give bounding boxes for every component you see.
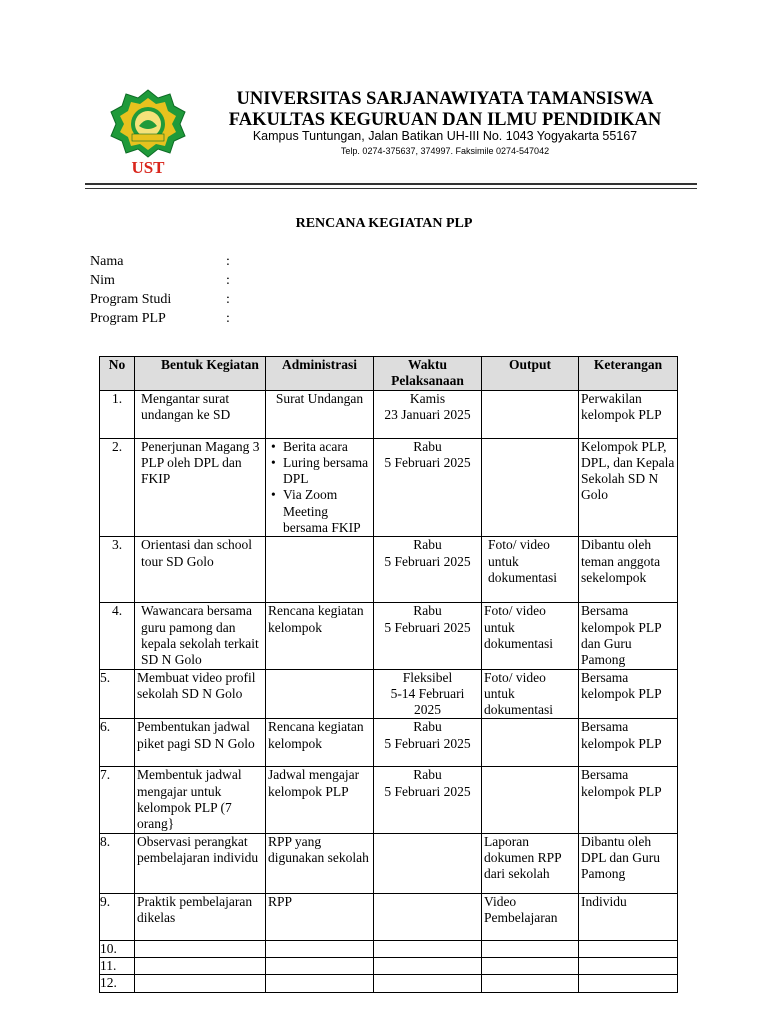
field-program-studi-label: Program Studi (90, 292, 172, 307)
row-no: 5. (100, 669, 135, 719)
ust-emblem-icon (108, 88, 188, 178)
row-keterangan: Perwakilan kelompok PLP (579, 390, 678, 438)
row-kegiatan (135, 940, 266, 957)
table-row (100, 975, 678, 992)
field-program-plp-value: : (226, 311, 230, 326)
row-kegiatan (135, 957, 266, 974)
svg-text:UST: UST (131, 158, 165, 177)
row-output: Foto/ video untuk dokumentasi (482, 537, 579, 603)
row-kegiatan: Mengantar surat undangan ke SD (135, 390, 266, 438)
row-kegiatan (135, 975, 266, 992)
campus-address: Kampus Tuntungan, Jalan Batikan UH-III No. 1043 Yogyakarta 55167 (252, 129, 638, 143)
row-waktu: Kamis 23 Januari 2025 (374, 390, 482, 438)
header-waktu-pelaksanaan: Waktu Pelaksanaan (374, 357, 482, 391)
row-waktu (374, 940, 482, 957)
row-waktu (374, 975, 482, 992)
row-keterangan: Dibantu oleh DPL dan Guru Pamong (579, 833, 678, 893)
table-row (100, 438, 678, 537)
row-administrasi (266, 940, 374, 957)
row-keterangan (579, 975, 678, 992)
row-waktu (374, 833, 482, 893)
header-divider-thick (85, 183, 697, 185)
field-nama-value: : (226, 254, 230, 269)
row-keterangan: Bersama kelompok PLP (579, 767, 678, 833)
row-administrasi: Rencana kegiatan kelompok (266, 719, 374, 767)
contact-phone: Telp. 0274-375637, 374997. Faksimile 0274-547042 (340, 146, 550, 156)
row-output (482, 390, 579, 438)
row-no: 7. (100, 767, 135, 833)
field-nim-label: Nim (90, 273, 115, 288)
row-administrasi (266, 537, 374, 603)
row-no: 11. (100, 957, 135, 974)
row-waktu (374, 957, 482, 974)
row-no: 10. (100, 940, 135, 957)
faculty-name: FAKULTAS KEGURUAN DAN ILMU PENDIDIKAN (228, 110, 662, 130)
row-output: Foto/ video untuk dokumentasi (482, 603, 579, 669)
row-administrasi: RPP (266, 893, 374, 940)
row-keterangan: Individu (579, 893, 678, 940)
row-no: 8. (100, 833, 135, 893)
row-administrasi (266, 669, 374, 719)
row-output (482, 767, 579, 833)
table-row (100, 603, 678, 669)
header-keterangan: Keterangan (579, 357, 678, 391)
row-no: 2. (100, 438, 135, 537)
row-keterangan: Kelompok PLP, DPL, dan Kepala Sekolah SD N Golo (579, 438, 678, 537)
row-output: Laporan dokumen RPP dari sekolah (482, 833, 579, 893)
row-no: 6. (100, 719, 135, 767)
header-output: Output (482, 357, 579, 391)
row-kegiatan: Orientasi dan school tour SD Golo (135, 537, 266, 603)
row-waktu: Rabu 5 Februari 2025 (374, 603, 482, 669)
activity-plan-table (99, 356, 678, 993)
table-row (100, 893, 678, 940)
row-output (482, 957, 579, 974)
row-output (482, 719, 579, 767)
row-kegiatan: Wawancara bersama guru pamong dan kepala sekolah terkait SD N Golo (135, 603, 266, 669)
row-waktu: Rabu 5 Februari 2025 (374, 719, 482, 767)
row-kegiatan: Praktik pembelajaran dikelas (135, 893, 266, 940)
field-program-studi-value: : (226, 292, 230, 307)
table-row (100, 940, 678, 957)
row-waktu: Rabu 5 Februari 2025 (374, 438, 482, 537)
row-keterangan: Dibantu oleh teman anggota sekelompok (579, 537, 678, 603)
field-nama-label: Nama (90, 254, 124, 269)
row-administrasi: Jadwal mengajar kelompok PLP (266, 767, 374, 833)
document-title: RENCANA KEGIATAN PLP (295, 216, 473, 231)
row-administrasi (266, 975, 374, 992)
table-row (100, 719, 678, 767)
row-no: 4. (100, 603, 135, 669)
row-kegiatan: Membentuk jadwal mengajar untuk kelompok PLP (7 orang} (135, 767, 266, 833)
row-waktu: Rabu 5 Februari 2025 (374, 537, 482, 603)
row-output (482, 975, 579, 992)
row-waktu (374, 893, 482, 940)
table-header-row (100, 357, 678, 391)
university-logo (108, 88, 188, 178)
row-administrasi: RPP yang digunakan sekolah (266, 833, 374, 893)
bullet-item: • Luring bersama DPL (283, 455, 371, 488)
table-row (100, 390, 678, 438)
row-keterangan: Bersama kelompok PLP dan Guru Pamong (579, 603, 678, 669)
row-output (482, 438, 579, 537)
row-waktu: Rabu 5 Februari 2025 (374, 767, 482, 833)
header-administrasi: Administrasi (266, 357, 374, 391)
row-kegiatan: Pembentukan jadwal piket pagi SD N Golo (135, 719, 266, 767)
row-no: 9. (100, 893, 135, 940)
row-administrasi: Surat Undangan (266, 390, 374, 438)
row-output: Video Pembelajaran (482, 893, 579, 940)
header-no: No (100, 357, 135, 391)
row-kegiatan: Membuat video profil sekolah SD N Golo (135, 669, 266, 719)
administrasi-bullet-list (268, 439, 371, 537)
row-keterangan: Bersama kelompok PLP (579, 719, 678, 767)
row-no: 3. (100, 537, 135, 603)
field-nim-value: : (226, 273, 230, 288)
row-no: 12. (100, 975, 135, 992)
table-row (100, 669, 678, 719)
row-keterangan (579, 940, 678, 957)
row-administrasi: Rencana kegiatan kelompok (266, 603, 374, 669)
row-output (482, 940, 579, 957)
row-output: Foto/ video untuk dokumentasi (482, 669, 579, 719)
university-name: UNIVERSITAS SARJANAWIYATA TAMANSISWA (236, 89, 654, 109)
row-administrasi (266, 438, 374, 537)
row-waktu: Fleksibel 5-14 Februari 2025 (374, 669, 482, 719)
row-kegiatan: Penerjunan Magang 3 PLP oleh DPL dan FKIP (135, 438, 266, 537)
table-row (100, 957, 678, 974)
bullet-item: • Berita acara (283, 439, 371, 455)
table-row (100, 833, 678, 893)
row-keterangan (579, 957, 678, 974)
row-administrasi (266, 957, 374, 974)
header-divider-thin (85, 188, 697, 189)
bullet-item: • Via Zoom Meeting bersama FKIP (283, 487, 371, 536)
header-bentuk-kegiatan: Bentuk Kegiatan (135, 357, 266, 391)
table-row (100, 537, 678, 603)
field-program-plp-label: Program PLP (90, 311, 166, 326)
row-keterangan: Bersama kelompok PLP (579, 669, 678, 719)
row-no: 1. (100, 390, 135, 438)
table-row (100, 767, 678, 833)
row-kegiatan: Observasi perangkat pembelajaran individu (135, 833, 266, 893)
